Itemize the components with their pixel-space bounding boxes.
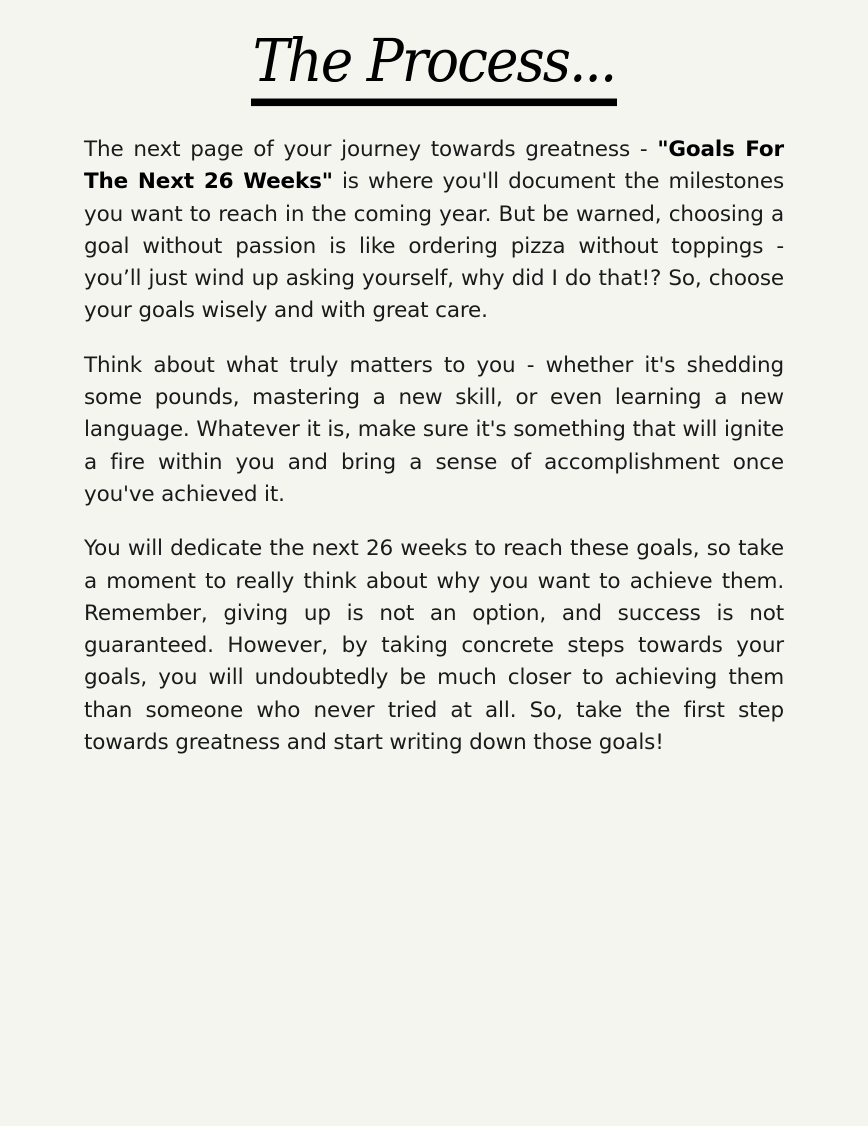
title-container <box>0 26 868 103</box>
paragraph-intro-rest: is where you'll document the milestones you want to reach in the coming year. But be warned, choosing a goal without passion is like ordering pizza without toppings - you’ll just wind up asking yourself, why did I do that!? So, choose your goals wisely and with great care. <box>84 169 785 324</box>
paragraph-what-matters: Think about what truly matters to you - whether it's shedding some pounds, mastering a new skill, or even learning a new language. Whatever it is, make sure it's something that will ignite a fire within you and bring a sense of accomplishment once you've achieved it. <box>84 352 784 507</box>
paragraph-dedication: You will dedicate the next 26 weeks to reach these goals, so take a moment to really think about why you want to achieve them. Remember, giving up is not an option, and success is not guaranteed. However, by taking concrete steps towards your goals, you will undoubtedly be much closer to achieving them than someone who never tried at all. So, take the first step towards greatness and start writing down those goals! <box>84 536 784 756</box>
paragraph-intro <box>84 134 784 328</box>
page-title: The Process... <box>251 23 618 106</box>
paragraph-intro-lead: The next page of your journey towards greatness - <box>84 137 658 162</box>
body-content <box>84 134 784 781</box>
goals-page-reference: "Goals For The Next 26 Weeks" <box>84 137 784 195</box>
